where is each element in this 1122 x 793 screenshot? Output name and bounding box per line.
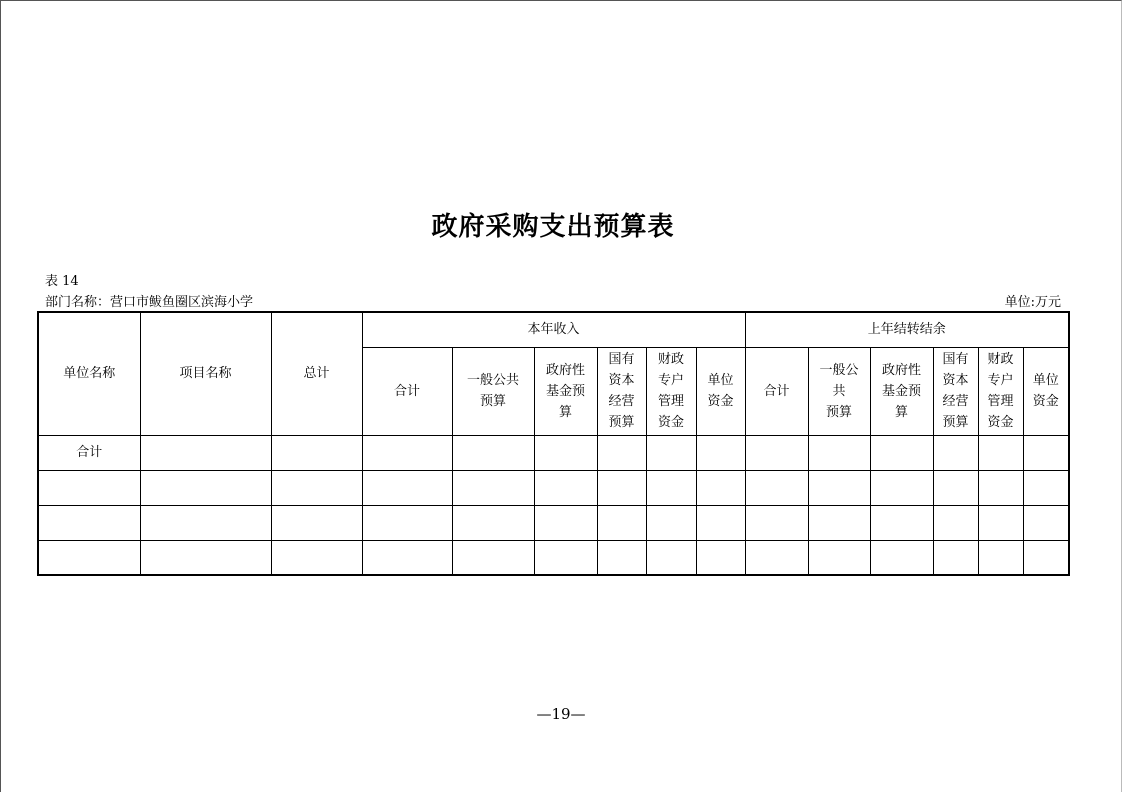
table-cell — [933, 505, 978, 540]
table-cell — [362, 470, 452, 505]
table-number: 表 14 — [45, 274, 79, 289]
table-cell — [696, 505, 745, 540]
table-cell — [933, 540, 978, 575]
table-cell — [870, 435, 933, 470]
table-cell — [696, 470, 745, 505]
table-cell — [978, 540, 1023, 575]
table-cell — [362, 540, 452, 575]
table-cell — [362, 435, 452, 470]
table-cell — [646, 435, 696, 470]
table-row — [38, 505, 1069, 540]
table-cell — [271, 540, 362, 575]
table-cell — [362, 505, 452, 540]
budget-table — [37, 311, 1070, 576]
header-sub-cell — [745, 347, 808, 435]
table-cell — [1023, 505, 1069, 540]
department-name: 部门名称：营口市鲅鱼圈区滨海小学 — [45, 295, 254, 310]
table-cell — [271, 505, 362, 540]
table-cell — [978, 470, 1023, 505]
header-sub-label: 政府性 基金预 算 — [545, 362, 585, 420]
table-cell — [808, 435, 870, 470]
table-cell — [140, 505, 271, 540]
table-cell — [271, 470, 362, 505]
header-total: 总计 — [271, 312, 362, 435]
table-cell — [745, 540, 808, 575]
page-number: —19— — [536, 705, 586, 723]
header-sub-label: 国有 资本 经营 预算 — [608, 352, 635, 430]
header-sub-cell — [696, 347, 745, 435]
header-sub-cell — [1023, 347, 1069, 435]
table-cell — [140, 435, 271, 470]
table-cell — [933, 435, 978, 470]
table-cell — [1023, 470, 1069, 505]
table-cell — [745, 435, 808, 470]
header-sub-label: 合计 — [393, 383, 420, 399]
header-sub-cell — [452, 347, 534, 435]
table-cell — [597, 470, 646, 505]
table-cell — [933, 470, 978, 505]
header-sub-label: 一般公 共 预算 — [819, 362, 859, 420]
header-sub-label: 合计 — [763, 383, 790, 399]
table-row — [38, 435, 1069, 470]
table-cell — [745, 470, 808, 505]
table-cell — [870, 505, 933, 540]
header-sub-cell — [597, 347, 646, 435]
table-cell — [1023, 435, 1069, 470]
table-cell — [452, 470, 534, 505]
table-cell — [534, 470, 597, 505]
header-sub-label: 单位 资金 — [707, 373, 734, 409]
header-project-name: 项目名称 — [140, 312, 271, 435]
table-cell — [534, 540, 597, 575]
header-prior-year: 上年结转结余 — [745, 312, 1069, 347]
header-sub-cell — [808, 347, 870, 435]
table-cell — [597, 540, 646, 575]
table-cell — [808, 470, 870, 505]
header-sub-label: 一般公共 预算 — [466, 373, 519, 409]
table-cell — [452, 435, 534, 470]
table-cell — [140, 540, 271, 575]
table-cell — [597, 505, 646, 540]
table-row — [38, 540, 1069, 575]
table-cell — [452, 505, 534, 540]
table-cell — [271, 435, 362, 470]
header-sub-label: 政府性 基金预 算 — [881, 362, 921, 420]
table-cell — [978, 505, 1023, 540]
table-cell — [1023, 540, 1069, 575]
header-sub-label: 单位 资金 — [1032, 373, 1059, 409]
table-cell — [140, 470, 271, 505]
table-cell — [870, 470, 933, 505]
table-body — [38, 435, 1069, 575]
header-sub-cell — [870, 347, 933, 435]
header-sub-cell — [362, 347, 452, 435]
table-cell — [534, 505, 597, 540]
header-sub-cell — [978, 347, 1023, 435]
table-cell — [978, 435, 1023, 470]
page-title: 政府采购支出预算表 — [431, 212, 675, 242]
row-label-cell: 合计 — [38, 435, 140, 470]
table-cell — [597, 435, 646, 470]
table-cell — [646, 470, 696, 505]
header-unit-name: 单位名称 — [38, 312, 140, 435]
unit-label: 单位:万元 — [1004, 295, 1061, 310]
header-sub-label: 财政 专户 管理 资金 — [987, 352, 1014, 430]
table-cell — [534, 435, 597, 470]
row-label-cell — [38, 470, 140, 505]
table-cell — [745, 505, 808, 540]
table-row — [38, 470, 1069, 505]
header-sub-cell — [534, 347, 597, 435]
header-sub-label: 国有 资本 经营 预算 — [942, 352, 969, 430]
table-cell — [452, 540, 534, 575]
table-cell — [808, 505, 870, 540]
table-cell — [870, 540, 933, 575]
table-cell — [696, 435, 745, 470]
row-label-cell — [38, 540, 140, 575]
header-sub-cell — [646, 347, 696, 435]
table-cell — [646, 540, 696, 575]
table-cell — [646, 505, 696, 540]
header-sub-label: 财政 专户 管理 资金 — [657, 352, 684, 430]
table-cell — [696, 540, 745, 575]
row-label-cell — [38, 505, 140, 540]
header-current-year: 本年收入 — [362, 312, 745, 347]
header-sub-cell — [933, 347, 978, 435]
table-cell — [808, 540, 870, 575]
